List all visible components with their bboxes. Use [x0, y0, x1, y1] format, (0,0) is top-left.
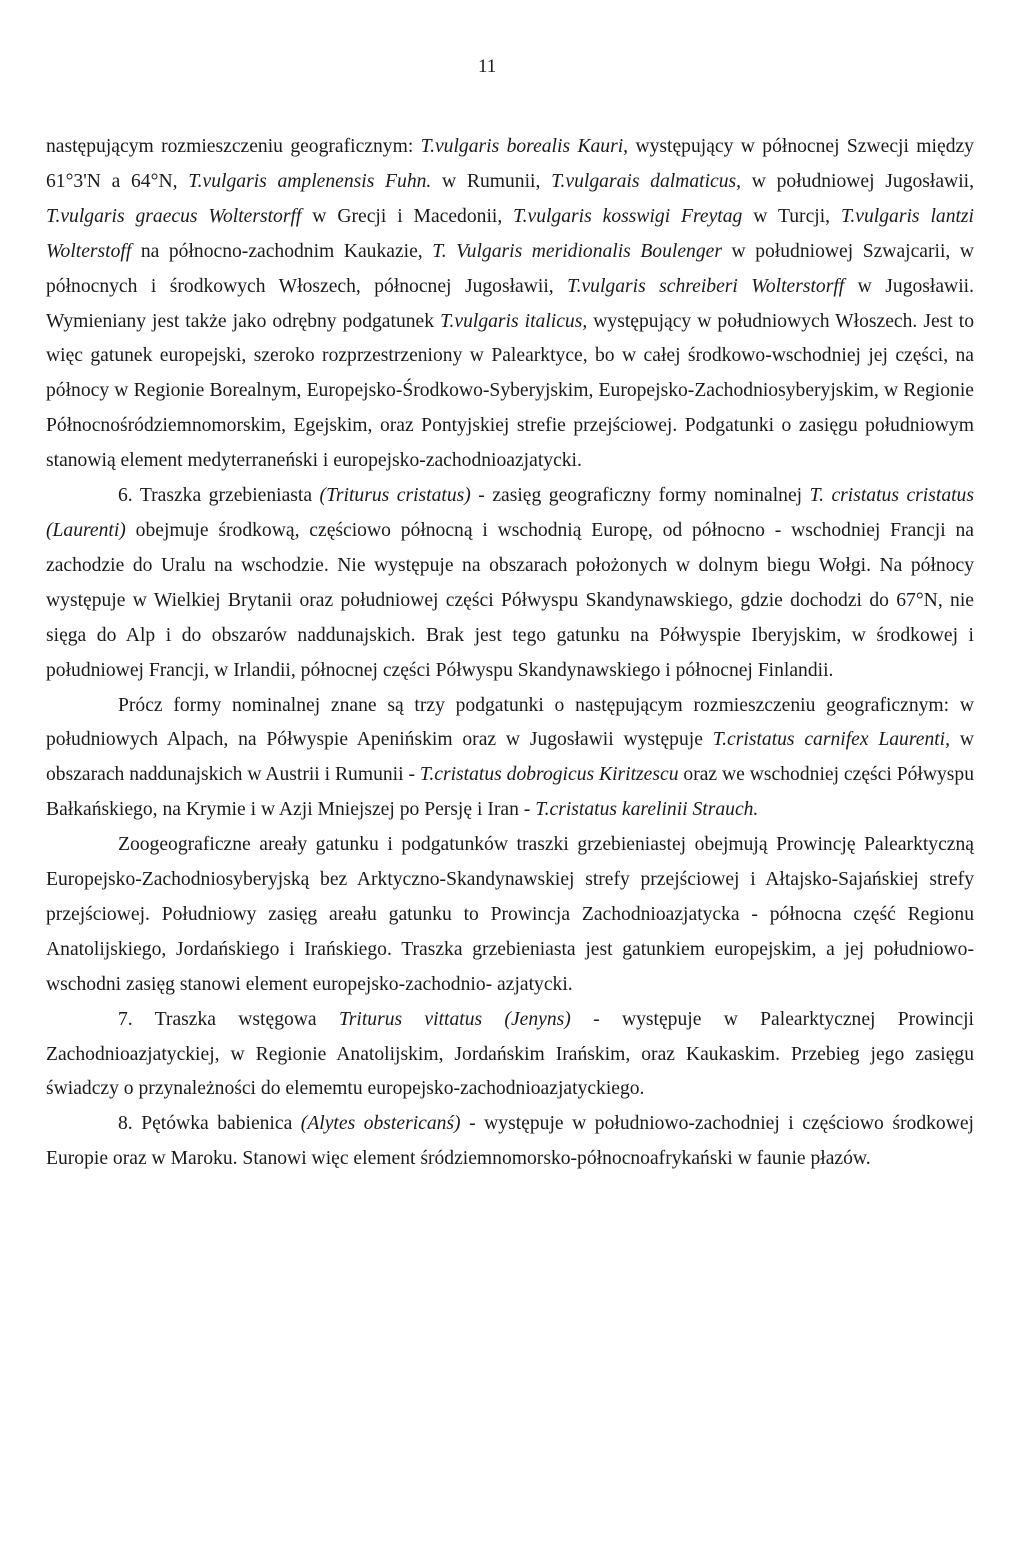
- text-run: 6. Traszka grzebieniasta: [118, 485, 320, 507]
- italic-text-run: (Triturus cristatus): [319, 485, 471, 507]
- paragraph-p4: [46, 828, 974, 1003]
- text-run: oraz we wschodniej części Półwyspu Bałkańskiego, na Krymie i w Azji Mniejszej po Persję i Iran -: [46, 764, 975, 821]
- paragraph-p2: [46, 479, 974, 688]
- italic-text-run: T.cristatus karelinii Strauch.: [535, 799, 759, 821]
- text-run: w południowej Szwajcarii, w północnych i środkowych Włoszech, północnej Jugosławii,: [46, 240, 974, 297]
- text-run: 7. Traszka wstęgowa: [118, 1008, 339, 1030]
- text-run: występujący w południowych Włoszech. Jest to więc gatunek europejski, szeroko rozprzestrzeniony w Palearktyce, bo w całej środkowo-wschodniej jej części, na północy w Regionie Borealnym, Europejsko-Środkowo-Syberyjskim, Europejsko-Zachodniosyberyjskim, w Regionie Północnośródziemnomorskim, Egejskim, oraz Pontyjskiej strefie przejściowej. Podgatunki o zasięgu południowym stanowią element medyterraneński i europejsko-zachodnioazjatycki.: [46, 310, 975, 472]
- italic-text-run: (Alytes obstericanś): [300, 1113, 461, 1135]
- page-number-text: 11: [478, 56, 497, 77]
- paragraph-p5: [46, 1003, 974, 1108]
- text-run: - zasięg geograficzny formy nominalnej: [470, 485, 810, 507]
- italic-text-run: T. cristatus cristatus (Laurenti): [46, 485, 974, 541]
- body-text: [46, 130, 974, 1177]
- text-run: w Rumunii,: [431, 170, 552, 192]
- paragraph-p6: [46, 1107, 974, 1177]
- italic-text-run: Triturus vittatus (Jenyns): [338, 1008, 571, 1030]
- text-run: obejmuje środkową, częściowo północną i wschodnią Europę, od północno - wschodniej Francji na zachodzie do Uralu na wschodzie. Nie występuje na obszarach położonych w dolnym biegu Wołgi. Na północy występuje w Wielkiej Brytanii oraz południowej części Półwyspu Skandynawskiego, gdzie dochodzi do 67°N, nie sięga do Alp i do obszarów naddunajskich. Brak jest tego gatunku na Półwyspie Iberyjskim, w środkowej i południowej Francji, w Irlandii, północnej części Półwyspu Skandynawskiego i północnej Finlandii.: [46, 519, 974, 681]
- italic-text-run: T. Vulgaris meridionalis Boulenger: [432, 240, 722, 262]
- text-run: następującym rozmieszczeniu geograficznym:: [46, 136, 421, 157]
- text-run: Zoogeograficzne areały gatunku i podgatunków traszki grzebieniastej obejmują Prowincję Palearktyczną Europejsko-Zachodniosyberyjską bez Arktyczno-Skandynawskiej strefy przejściowej i Ałtajsko-Sajańskiej strefy przejściowej. Południowy zasięg areału gatunku to Prowincja Zachodnioazjatycka - północna część Regionu Anatolijskiego, Jordańskiego i Irańskiego. Traszka grzebieniasta jest gatunkiem europejskim, a jej południowo-wschodni zasięg stanowi element europejsko-zachodnio- azjatycki.: [46, 834, 974, 995]
- text-run: 8. Pętówka babienica: [118, 1113, 301, 1135]
- italic-text-run: T.vulgaris borealis Kauri,: [420, 136, 629, 157]
- text-run: - występuje w Palearktycznej Prowincji Zachodnioazjatyckiej, w Regionie Anatolijskim, Jordańskim Irańskim, oraz Kaukaskim. Przebieg jego zasięgu świadczy o przynależności do elememtu europejsko-zachodnioazjatyckiego.: [46, 1008, 974, 1100]
- text-run: w Grecji i Macedonii,: [301, 205, 514, 227]
- text-run: na północno-zachodnim Kaukazie,: [131, 240, 433, 262]
- text-run: w południowej Jugosławii,: [741, 170, 974, 192]
- text-run: występujący w północnej Szwecji między 61°3'N a 64°N,: [46, 136, 974, 192]
- italic-text-run: T.cristatus dobrogicus Kiritzescu: [419, 764, 679, 786]
- text-run: w Turcji,: [742, 205, 841, 227]
- italic-text-run: T.vulgaris lantzi Wolterstoff: [46, 205, 974, 262]
- text-run: Prócz formy nominalnej znane są trzy podgatunki o następującym rozmieszczeniu geograficznym: w południowych Alpach, na Półwyspie Apenińskim oraz w Jugosławii występuje: [46, 694, 974, 751]
- italic-text-run: T.vulgaris amplenensis Fuhn.: [188, 170, 432, 192]
- paragraph-p1: [46, 130, 974, 479]
- text-run: w Jugosławii. Wymieniany jest także jako odrębny podgatunek: [46, 275, 974, 332]
- italic-text-run: T.vulgarais dalmaticus,: [551, 170, 742, 192]
- paragraph-p3: [46, 689, 974, 829]
- text-run: w obszarach naddunajskich w Austrii i Rumunii -: [46, 729, 974, 786]
- text-run: - występuje w południowo-zachodniej i częściowo środkowej Europie oraz w Maroku. Stanowi więc element śródziemnomorsko-północnoafrykański w faunie płazów.: [46, 1113, 975, 1170]
- italic-text-run: T.vulgaris kosswigi Freytag: [513, 205, 743, 227]
- italic-text-run: T.vulgaris schreiberi Wolterstorff: [567, 275, 845, 297]
- italic-text-run: T.vulgaris graecus Wolterstorff: [46, 205, 302, 227]
- italic-text-run: T.cristatus carnifex Laurenti,: [712, 729, 951, 751]
- italic-text-run: T.vulgaris italicus,: [440, 310, 588, 332]
